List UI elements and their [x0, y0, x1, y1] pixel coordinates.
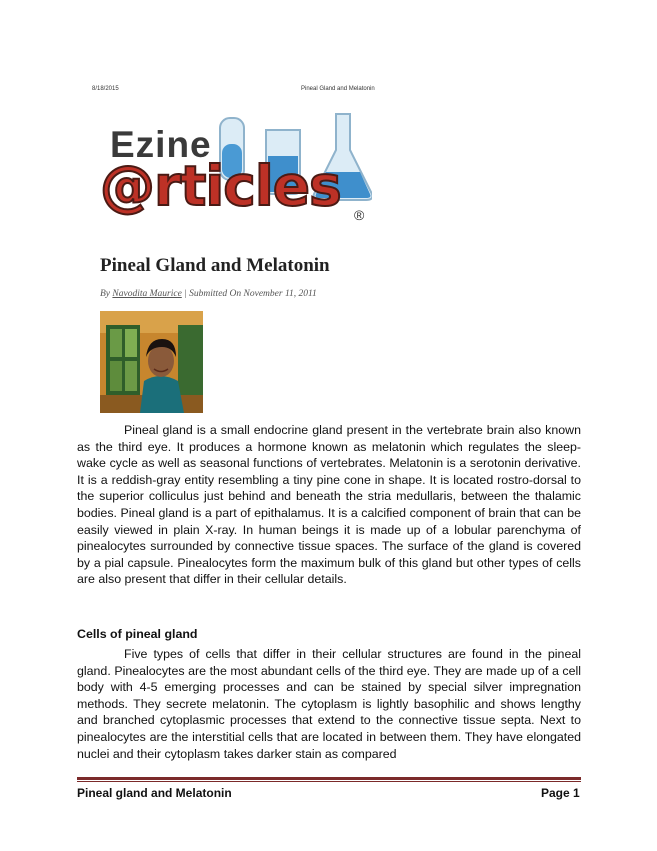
print-header-date: 8/18/2015	[92, 86, 119, 92]
article-title: Pineal Gland and Melatonin	[100, 255, 330, 276]
submitted-date: Submitted On November 11, 2011	[189, 289, 317, 299]
footer-divider	[77, 777, 581, 780]
ezinearticles-logo	[100, 110, 372, 228]
registered-mark: ®	[354, 207, 365, 223]
print-header-title: Pineal Gland and Melatonin	[301, 86, 375, 92]
logo-articles-text: @rticles	[100, 154, 341, 218]
byline-prefix: By	[100, 289, 111, 299]
section-heading: Cells of pineal gland	[77, 627, 198, 641]
footer-title: Pineal gland and Melatonin	[77, 786, 232, 800]
footer-divider-thin	[77, 781, 581, 782]
byline-separator: |	[184, 289, 187, 299]
logo-ezine-text: Ezine	[110, 124, 212, 165]
byline	[100, 289, 317, 299]
footer-page-number: Page 1	[541, 786, 580, 800]
article-paragraph-1: Pineal gland is a small endocrine gland present in the vertebrate brain also known as the third eye. It produces a hormone known as melatonin which regulates the sleep-wake cycle as well as seasonal functions of vertebrates. Melatonin is a serotonin derivative. It is a reddish-gray entity resembling a tiny pine cone in shape. It is located rostro-dorsal to the superior colliculus just behind and beneath the stria medullaris, between the thalamic bodies. Pineal gland is a part of epithalamus. It is a calcified component of brain that can be easily viewed in plain X-ray. In human beings it is made up of a lobular parenchyma of pinealocytes surrounded by connective tissue spaces. The surface of the gland is covered by a pial capsule. Pinealocytes form the maximum bulk of this gland but other types of cells are also present that differ in their cellular details.	[77, 423, 581, 587]
author-link[interactable]: Navodita Maurice	[112, 289, 182, 299]
author-photo	[100, 311, 203, 413]
article-paragraph-2: Five types of cells that differ in their cellular structures are found in the pineal gland. Pinealocytes are the most abundant cells of the third eye. They are made up of a cell body with 4-5 emerging processes and can be stained by special silver impregnation methods. They secrete melatonin. The cytoplasm is lightly basophilic and shows lengthy and branched cytoplasmic processes that extend to the connective tissue septa. Next to pinealocytes are the interstitial cells that are located in between them. They have elongated nuclei and their cytoplasm takes darker stain as compared	[77, 647, 581, 761]
